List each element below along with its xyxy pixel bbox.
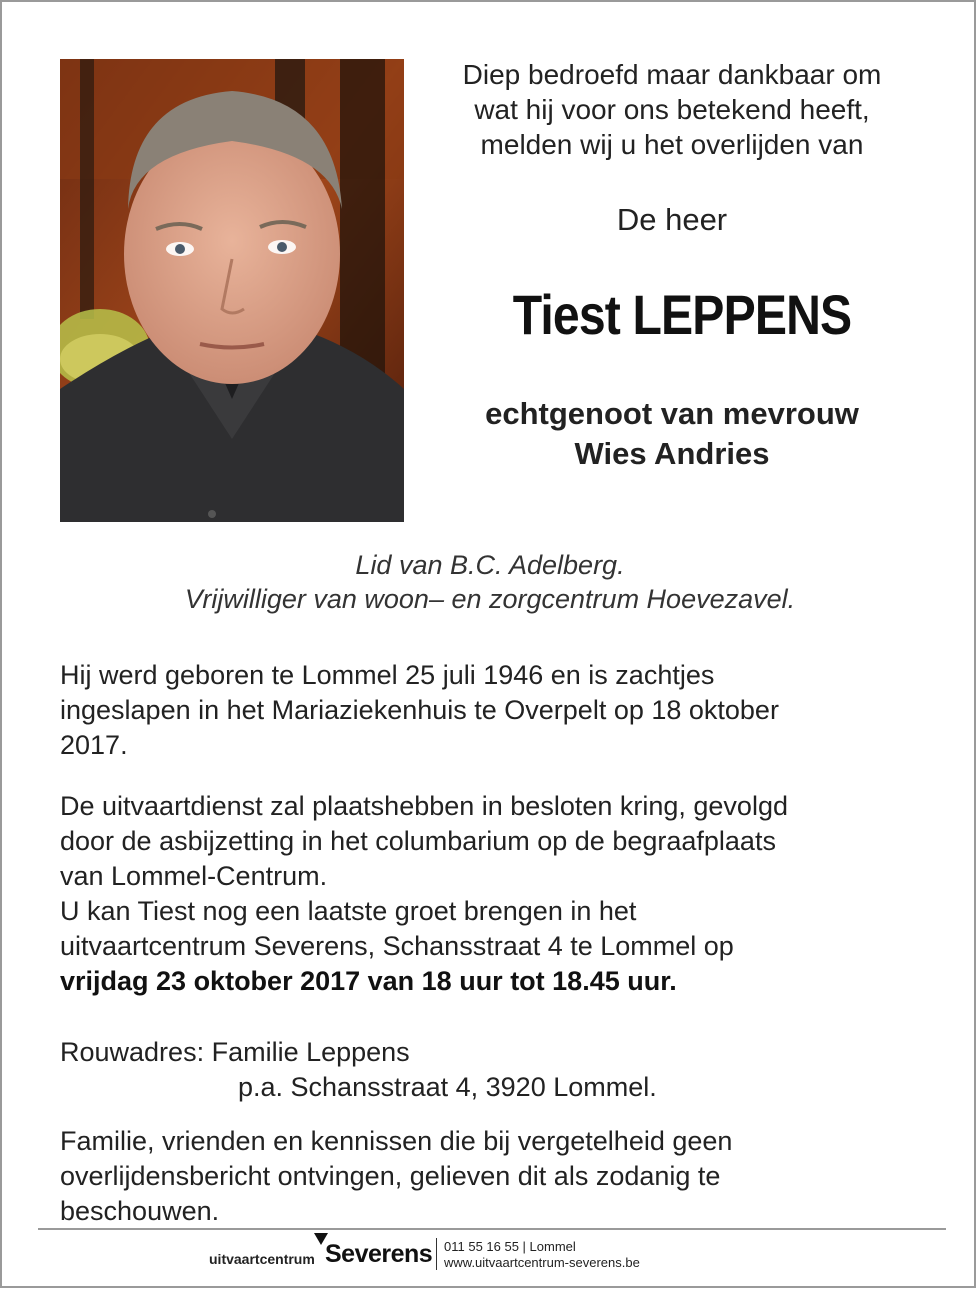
paragraph-line: overlijdensbericht ontvingen, gelieven dit als zodanig te — [60, 1161, 721, 1191]
paragraph-line: De uitvaartdienst zal plaatshebben in besloten kring, gevolgd — [60, 791, 788, 821]
birth-death-paragraph — [60, 658, 940, 763]
spouse-name: Wies Andries — [574, 436, 770, 471]
phone-location: 011 55 16 55 | Lommel — [444, 1239, 576, 1254]
footer-contact — [444, 1239, 640, 1271]
paragraph-line: 2017. — [60, 730, 128, 760]
portrait-photo-image — [60, 59, 404, 522]
intro-line: Diep bedroefd maar dankbaar om — [462, 59, 882, 90]
paragraph-line: beschouwen. — [60, 1196, 220, 1226]
membership-line: Lid van B.C. Adelberg. — [355, 550, 625, 580]
footer-divider — [38, 1228, 946, 1230]
visitation-time: vrijdag 23 oktober 2017 van 18 uur tot 18.45 uur. — [60, 966, 677, 996]
footer — [2, 1234, 978, 1278]
paragraph-line: Familie, vrienden en kennissen die bij vergetelheid geen — [60, 1126, 733, 1156]
membership-line: Vrijwilliger van woon– en zorgcentrum Hoevezavel. — [184, 584, 796, 614]
address-line: p.a. Schansstraat 4, 3920 Lommel. — [238, 1072, 657, 1102]
funeral-paragraph — [60, 789, 940, 999]
honorific: De heer — [616, 202, 728, 237]
website-link[interactable]: www.uitvaartcentrum-severens.be — [444, 1255, 640, 1270]
footer-separator — [436, 1238, 437, 1270]
address-line: Rouwadres: Familie Leppens — [60, 1037, 410, 1067]
intro-line: wat hij voor ons betekend heeft, — [474, 94, 870, 125]
paragraph-line: ingeslapen in het Mariaziekenhuis te Overpelt op 18 oktober — [60, 695, 779, 725]
paragraph-line: van Lommel-Centrum. — [60, 861, 328, 891]
memberships — [2, 548, 978, 616]
brand-small-text: uitvaartcentrum — [209, 1251, 315, 1267]
paragraph-line: Hij werd geboren te Lommel 25 juli 1946 en is zachtjes — [60, 660, 715, 690]
intro-line: melden wij u het overlijden van — [480, 129, 864, 160]
spouse-info — [422, 394, 922, 474]
spouse-line: echtgenoot van mevrouw — [485, 396, 859, 431]
mourning-address — [60, 1035, 940, 1105]
paragraph-line: door de asbijzetting in het columbarium op de begraafplaats — [60, 826, 776, 856]
intro-text — [422, 57, 922, 162]
deceased-name: Tiest LEPPENS — [512, 283, 852, 346]
closing-paragraph — [60, 1124, 940, 1229]
portrait-photo — [60, 59, 404, 522]
brand-name: Severens — [325, 1240, 433, 1268]
paragraph-line: uitvaartcentrum Severens, Schansstraat 4 te Lommel op — [60, 931, 734, 961]
paragraph-line: U kan Tiest nog een laatste groet brengen in het — [60, 896, 637, 926]
